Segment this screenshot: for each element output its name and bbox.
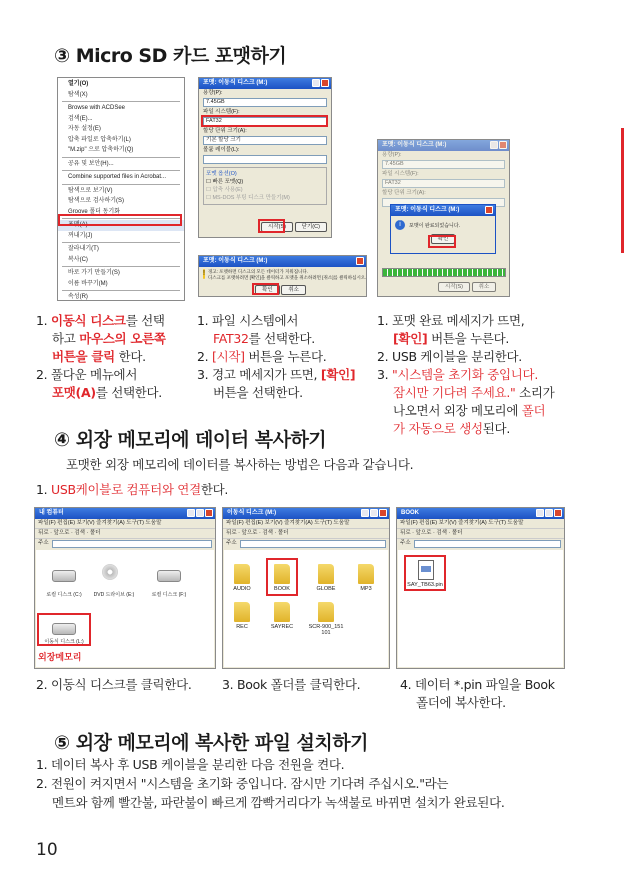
caption-step3: 3. Book 폴더를 클릭한다.	[222, 677, 361, 692]
removable-disk-label: 이동식 디스크 (L:)	[44, 639, 84, 645]
mp3-folder-label: MP3	[360, 586, 372, 592]
col2-caption: 1. 파일 시스템에서 FAT32를 선택한다. 2. [시작] 버튼을 누른다. 3. 경고 메세지가 뜨면, [확인] 버튼을 선택한다.	[197, 313, 356, 400]
audio-folder-icon[interactable]	[234, 564, 250, 584]
popup-ok-button[interactable]: 확인	[431, 234, 456, 244]
warning-text1: 경고: 포맷하면 디스크의 모든 데이터가 지워집니다.	[207, 269, 308, 274]
progress-bar	[382, 268, 506, 277]
section4-title: ④ 외장 메모리에 데이터 복사하기	[54, 429, 327, 451]
win1-title: 내 컴퓨터	[39, 510, 64, 516]
col1-caption: 1. 이동식 디스크를 선택 하고 마우스의 오른쪽 버튼을 클릭 한다. 2. 풀다운 메뉴에서 포맷(A)를 선택한다.	[36, 313, 166, 400]
win1-toolbar[interactable]: 뒤로 · 앞으로 · 검색 · 폴더	[35, 529, 215, 539]
context-menu-item[interactable]: 압축 파일로 압축하기(L)	[68, 136, 131, 143]
section3-title: ③ Micro SD 카드 포맷하기	[54, 45, 287, 67]
local-disk-f-icon[interactable]	[157, 570, 181, 582]
section5-line3: 멘트와 함께 빨간불, 파란불이 빠르게 깜빡거리다가 녹색불로 바뀌면 설치가 완료된다.	[52, 795, 505, 810]
context-menu-item[interactable]: 자동 설정(E)	[68, 126, 101, 132]
context-menu-item[interactable]: 바로 가기 만들기(S)	[68, 270, 120, 276]
drive-e-label: DVD 드라이브 (E:)	[93, 592, 135, 598]
context-menu-item[interactable]: 잘라내기(T)	[68, 246, 99, 252]
start-button[interactable]: 시작(S)	[261, 222, 293, 232]
win2-pane	[224, 550, 388, 667]
format-highlight	[58, 214, 182, 226]
section4-step1: 1. USB케이블로 컴퓨터와 연결한다.	[36, 482, 229, 497]
section5-line1: 1. 데이터 복사 후 USB 케이블을 분리한 다음 전원을 켠다.	[36, 757, 345, 772]
alloc-label: 할당 단위 크기(A):	[203, 128, 247, 134]
popup-ok-highlight	[428, 235, 456, 248]
warning-ok-button[interactable]: 확인	[255, 285, 280, 295]
book-folder-window: BOOK 파일(F) 편집(E) 보기(V) 즐겨찾기(A) 도구(T) 도움말 뒤로 · 앞으로 · 검색 · 폴더 주소 SAY_TB63.pin	[396, 507, 565, 669]
close-button-3[interactable]: 취소	[472, 282, 497, 292]
external-memory-label: 외장메모리	[38, 652, 82, 662]
popup-title: 포맷: 이동식 디스크 (M:)	[395, 207, 460, 213]
context-menu-item[interactable]: 탐색으로 검사하기(S)	[68, 198, 125, 204]
context-menu-item[interactable]: 속성(R)	[68, 294, 88, 300]
win1-pane	[36, 550, 214, 667]
start-button-3[interactable]: 시작(S)	[438, 282, 470, 292]
context-menu-item[interactable]: Groove 폴더 동기화	[68, 208, 120, 215]
dvd-drive-icon[interactable]	[102, 564, 118, 580]
context-menu-item[interactable]: Combine supported files in Acrobat...	[68, 174, 167, 180]
pin-file-highlight	[404, 555, 446, 591]
section5-line2: 2. 전원이 켜지면서 "시스템을 초기화 중입니다. 잠시만 기다려 주십시오."라는	[36, 776, 449, 791]
book-folder-label: BOOK	[274, 586, 290, 592]
alloc-select[interactable]: 기본 할당 크기	[203, 136, 327, 145]
win3-menubar[interactable]: 파일(F) 편집(E) 보기(V) 즐겨찾기(A) 도구(T) 도움말	[397, 519, 564, 529]
globe-folder-icon[interactable]	[318, 564, 334, 584]
sayrec-folder-label: SAYREC	[270, 624, 294, 630]
context-menu-item[interactable]: 탐색(X)	[68, 91, 88, 98]
scr-folder-label: SCR-900_151101	[308, 624, 344, 636]
options-label: 포맷 옵션(O)	[206, 171, 237, 177]
rec-folder-label: REC	[236, 624, 248, 630]
context-menu-item[interactable]: 탐색으로 보기(V)	[68, 187, 113, 194]
fs-label: 파일 시스템(F):	[203, 109, 240, 115]
format-dialog-screenshot	[198, 77, 332, 238]
context-menu-item[interactable]: 열기(O)	[68, 81, 89, 87]
sayrec-folder-icon[interactable]	[274, 602, 290, 622]
context-menu-item[interactable]: "M.zip" 으로 압축하기(Q)	[68, 147, 134, 153]
removable-highlight	[37, 613, 91, 646]
volume-label: 볼륨 레이블(L):	[203, 147, 240, 153]
globe-folder-label: GLOBE	[316, 586, 336, 592]
section5-title: ⑤ 외장 메모리에 복사한 파일 설치하기	[54, 732, 368, 754]
col3-caption: 1. 포맷 완료 메세지가 뜨면, [확인] 버튼을 누른다. 2. USB 케이블을 분리한다. 3. "시스템을 초기화 중입니다. 잠시만 기다려 주세요." 소리가 나오면서 외장 메모리에 폴더 가 자동으로 생성된다.	[377, 313, 555, 436]
removable-disk-window: 이동식 디스크 (M:) 파일(F) 편집(E) 보기(V) 즐겨찾기(A) 도구(T) 도움말 뒤로 · 앞으로 · 검색 · 폴더 주소 AUDIO BOOK GLOBE MP3 REC SAYREC SCR-900_151101	[222, 507, 390, 669]
win2-toolbar[interactable]: 뒤로 · 앞으로 · 검색 · 폴더	[223, 529, 389, 539]
dialog-title-3: 포맷: 이동식 디스크 (M:)	[382, 142, 447, 148]
context-menu-item[interactable]: 이름 바꾸기(M)	[68, 280, 108, 287]
info-icon: i	[395, 220, 405, 230]
context-menu-screenshot	[57, 77, 185, 301]
mp3-folder-icon[interactable]	[358, 564, 374, 584]
win3-title: BOOK	[401, 510, 419, 516]
warning-title: 포맷: 이동식 디스크 (M:)	[203, 258, 268, 264]
drive-c-label: 로컬 디스크 (C:)	[46, 592, 82, 598]
close-button[interactable]: 닫기(C)	[295, 222, 327, 232]
complete-popup	[390, 204, 496, 254]
drive-f-label: 로컬 디스크 (F:)	[151, 592, 187, 598]
win2-title: 이동식 디스크 (M:)	[227, 510, 277, 516]
context-menu-item[interactable]: 검색(E)...	[68, 115, 93, 122]
caption-step2: 2. 이동식 디스크를 클릭한다.	[36, 677, 192, 692]
win2-menubar[interactable]: 파일(F) 편집(E) 보기(V) 즐겨찾기(A) 도구(T) 도움말	[223, 519, 389, 529]
section4-intro: 포맷한 외장 메모리에 데이터를 복사하는 방법은 다음과 같습니다.	[66, 457, 414, 472]
format-complete-screenshot: 포맷: 이동식 디스크 (M:) 용량(P): 7.45GB 파일 시스템(F): FAT32 할당 단위 크기(A): 포맷: 이동식 디스크 (M:) i 포맷이 완료되었습니다. 확인 시작(S) 취소	[377, 139, 510, 297]
start-highlight	[258, 219, 285, 233]
win3-toolbar[interactable]: 뒤로 · 앞으로 · 검색 · 폴더	[397, 529, 564, 539]
capacity-label: 용량(P):	[203, 90, 223, 96]
book-highlight	[266, 558, 298, 596]
popup-text: 포맷이 완료되었습니다.	[409, 222, 461, 229]
my-computer-window: 내 컴퓨터 파일(F) 편집(E) 보기(V) 즐겨찾기(A) 도구(T) 도움말 뒤로 · 앞으로 · 검색 · 폴더 주소 로컬 디스크 (C:) DVD 드라이브 (E:) 로컬 디스크 (F:) 이동식 디스크 (L:) 외장메모리	[34, 507, 216, 669]
pin-file-label: SAY_TB63.pin	[407, 582, 443, 588]
win1-menubar[interactable]: 파일(F) 편집(E) 보기(V) 즐겨찾기(A) 도구(T) 도움말	[35, 519, 215, 529]
fs-select[interactable]: FAT32	[203, 117, 327, 126]
warning-text2: 디스크를 포맷하려면 [확인]을 클릭하고 포맷을 취소하려면 [취소]를 클릭하십시오.	[207, 275, 367, 280]
rec-folder-icon[interactable]	[234, 602, 250, 622]
compress-checkbox[interactable]: ☐ 압축 사용(E)	[206, 187, 243, 193]
win3-pane	[398, 550, 563, 667]
context-menu-item[interactable]: 복사(C)	[68, 256, 88, 263]
scr-folder-icon[interactable]	[318, 602, 334, 622]
context-menu-item[interactable]: 공유 및 보안(H)...	[68, 160, 114, 167]
context-menu-item[interactable]: Browse with ACDSee	[68, 105, 126, 111]
msdos-checkbox[interactable]: ☐ MS-DOS 부팅 디스크 만들기(M)	[206, 195, 290, 201]
capacity-select[interactable]: 7.45GB	[203, 98, 327, 107]
local-disk-c-icon[interactable]	[52, 570, 76, 582]
caption-step4: 4. 데이터 *.pin 파일을 Book 폴더에 복사한다.	[400, 677, 555, 710]
audio-folder-label: AUDIO	[233, 586, 251, 592]
quick-format-checkbox[interactable]: ☐ 빠른 포맷(Q)	[206, 179, 244, 185]
warning-icon: !	[203, 270, 205, 277]
fs-highlight	[201, 115, 328, 127]
context-menu-item[interactable]: 포맷(A)...	[58, 220, 184, 231]
warning-cancel-button[interactable]: 취소	[281, 285, 306, 295]
page-number: 10	[36, 840, 58, 860]
warning-dialog-screenshot	[198, 255, 367, 297]
ok-highlight	[252, 283, 279, 295]
dialog-title: 포맷: 이동식 디스크 (M:)	[203, 80, 268, 86]
context-menu-item[interactable]: 꺼내기(J)	[68, 232, 93, 239]
volume-input[interactable]	[203, 155, 327, 164]
